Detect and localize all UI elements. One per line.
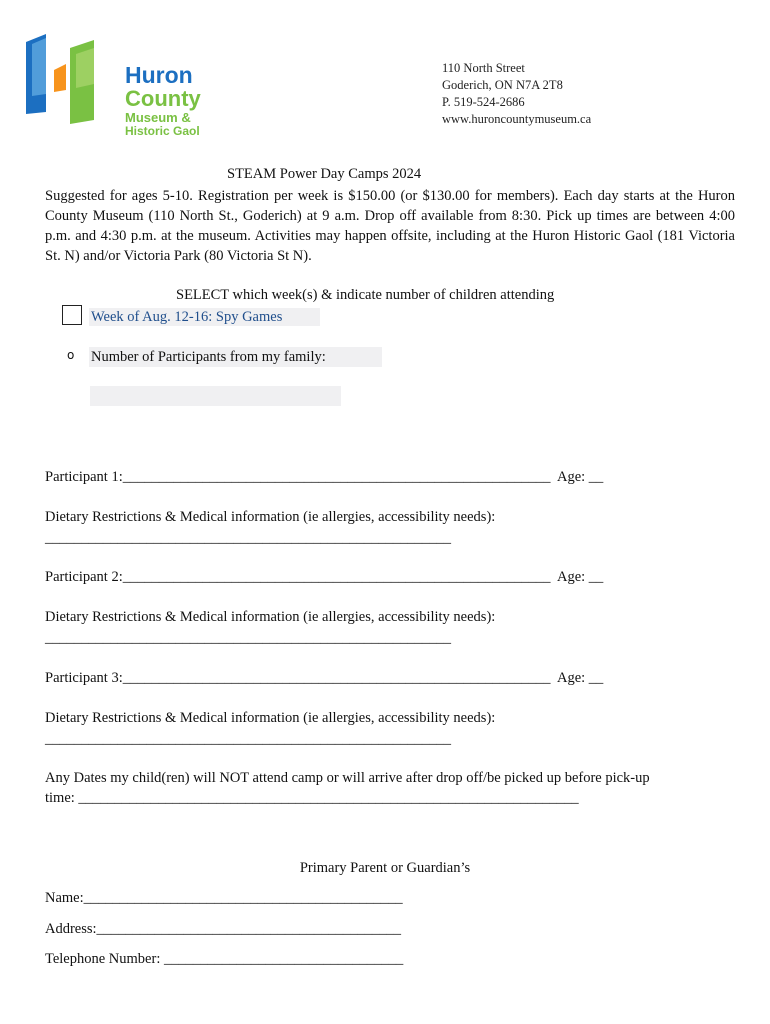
huron-county-museum-logo (24, 34, 201, 142)
guardian-heading: Primary Parent or Guardian’s (299, 860, 471, 876)
address-website[interactable]: www.huroncountymuseum.ca (442, 112, 592, 126)
address-block (442, 60, 591, 128)
address-city: Goderich, ON N7A 2T8 (442, 78, 563, 92)
participant-2-dietary-line[interactable]: ________________________________________________________ (45, 630, 451, 646)
participant-1-dietary-line[interactable]: ________________________________________________________ (45, 530, 451, 546)
bullet-icon: o (67, 348, 75, 362)
logo-mark-icon (24, 34, 104, 134)
absent-dates-line[interactable]: time: _____________________________________________________________________ (45, 790, 579, 806)
logo-text-gaol: Historic Gaol (125, 124, 200, 138)
week-checkbox[interactable] (62, 305, 82, 325)
participant-1-name[interactable]: Participant 1:___________________________________________________________ (45, 469, 551, 485)
logo-text-huron: Huron (125, 62, 193, 88)
participant-3-name[interactable]: Participant 3:___________________________________________________________ (45, 670, 551, 686)
form-title: STEAM Power Day Camps 2024 (227, 166, 422, 182)
participant-3-age[interactable]: Age: __ (557, 670, 604, 686)
participant-3-dietary-line[interactable]: ________________________________________________________ (45, 731, 451, 747)
participant-1-age[interactable]: Age: __ (557, 469, 604, 485)
guardian-telephone-field[interactable]: Telephone Number: _________________________________ (45, 951, 404, 967)
address-phone: P. 519-524-2686 (442, 95, 525, 109)
logo-text-county: County (125, 86, 201, 111)
participants-count-input[interactable] (90, 386, 341, 406)
address-street: 110 North Street (442, 61, 525, 75)
participant-3-dietary-label: Dietary Restrictions & Medical information (ie allergies, accessibility needs): (45, 710, 496, 726)
participants-count-field[interactable]: Number of Participants from my family: (89, 347, 382, 367)
participant-1-dietary-label: Dietary Restrictions & Medical information (ie allergies, accessibility needs): (45, 509, 496, 525)
absent-dates-label: Any Dates my child(ren) will NOT attend camp or will arrive after drop off/be picked up before pick-up (45, 770, 650, 786)
guardian-name-field[interactable]: Name:____________________________________________ (45, 890, 403, 906)
intro-paragraph: Suggested for ages 5-10. Registration per week is $150.00 (or $130.00 for members). Each day starts at the Huron County Museum (110 North St., Goderich) at 9 a.m. Drop off available from 8:30. Pick up times are between 4:00 p.m. and 4:30 p.m. at the museum. Activities may happen offsite, including at the Huron Historic Gaol (181 Victoria St. N) and/or Victoria Park (80 Victoria St N). (45, 188, 735, 264)
participant-2-dietary-label: Dietary Restrictions & Medical information (ie allergies, accessibility needs): (45, 609, 496, 625)
week-option-field[interactable]: Week of Aug. 12-16: Spy Games (89, 308, 320, 326)
guardian-address-field[interactable]: Address:__________________________________________ (45, 921, 402, 937)
select-instruction: SELECT which week(s) & indicate number of children attending (176, 287, 555, 303)
participant-2-age[interactable]: Age: __ (557, 569, 604, 585)
logo-text-museum: Museum & (125, 110, 191, 125)
participant-2-name[interactable]: Participant 2:___________________________________________________________ (45, 569, 551, 585)
